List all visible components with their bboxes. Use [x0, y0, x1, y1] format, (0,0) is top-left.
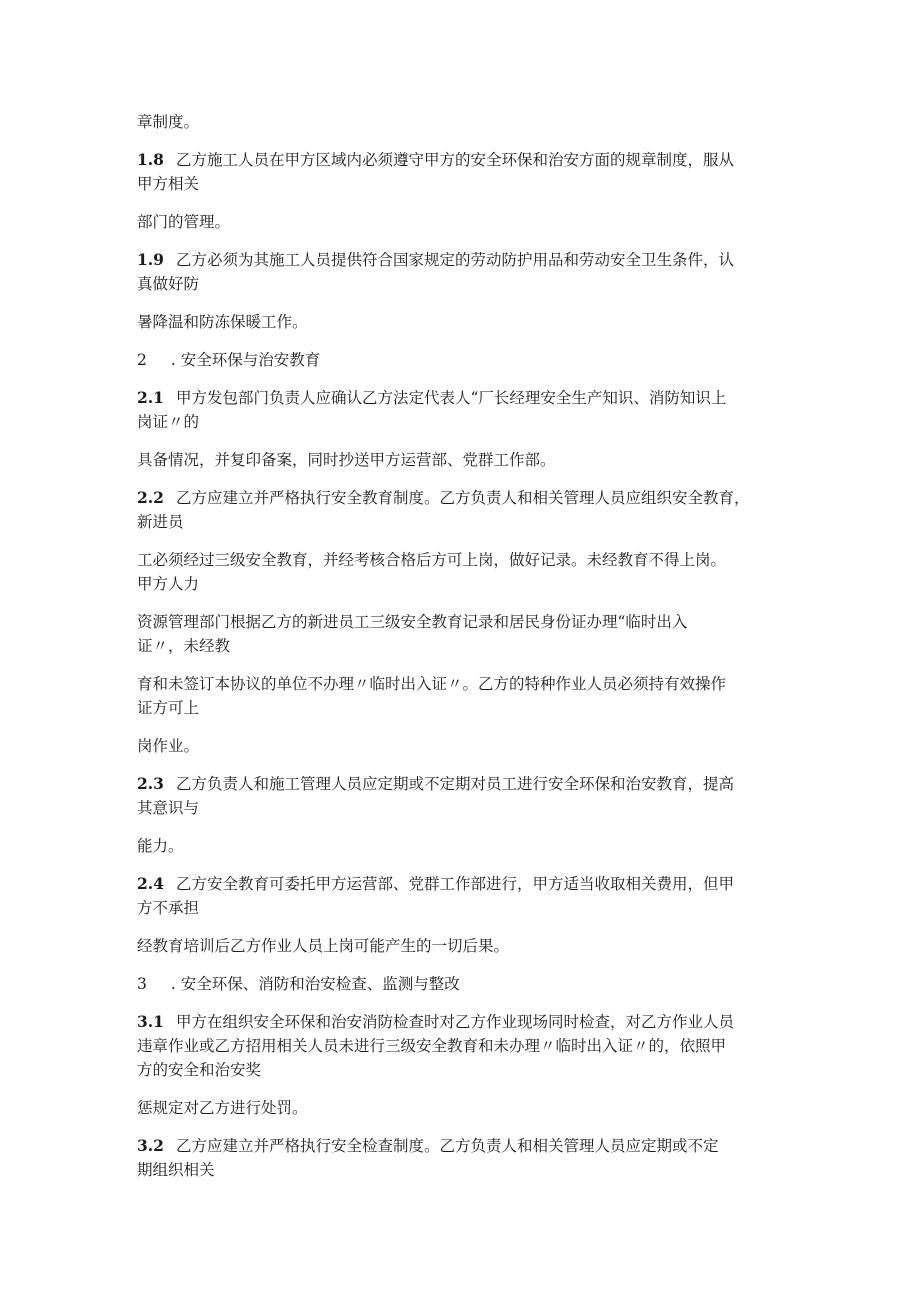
clause-number: 2.2 [137, 488, 164, 507]
paragraph [137, 834, 787, 858]
line-text: 岗证〃的 [137, 413, 200, 431]
paragraph-line [137, 872, 787, 896]
line-text: 乙方应建立并严格执行安全检查制度。乙方负责人和相关管理人员应定期或不定 [175, 1137, 719, 1155]
line-text: 乙方施工人员在甲方区域内必须遵守甲方的安全环保和治安方面的规章制度，服从 [175, 151, 734, 169]
paragraph-line [137, 210, 787, 234]
paragraph-line [137, 310, 787, 334]
paragraph-line [137, 272, 787, 296]
paragraph-line [137, 696, 787, 720]
paragraph [137, 210, 787, 234]
line-text: 真做好防 [137, 275, 200, 293]
paragraph [137, 110, 787, 134]
paragraph-line [137, 172, 787, 196]
clause-number: 1.8 [137, 150, 164, 169]
paragraph [137, 672, 787, 720]
line-text: 乙方安全教育可委托甲方运营部、党群工作部进行，甲方适当收取相关费用，但甲 [175, 875, 734, 893]
paragraph-line [137, 248, 787, 272]
line-text: 方不承担 [137, 899, 200, 917]
paragraph-line [137, 410, 787, 434]
paragraph [137, 448, 787, 472]
paragraph-line [137, 834, 787, 858]
line-text: 甲方在组织安全环保和治安消防检查时对乙方作业现场同时检查，对乙方作业人员 [175, 1013, 734, 1031]
line-text: 其意识与 [137, 799, 200, 817]
paragraph-line [137, 972, 787, 996]
line-text: 新进员 [137, 513, 184, 531]
clause-number: 2.1 [137, 388, 164, 407]
paragraph [137, 310, 787, 334]
paragraph [137, 148, 787, 196]
line-text: 惩规定对乙方进行处罚。 [137, 1099, 308, 1117]
paragraph-line [137, 1134, 787, 1158]
clause-number: 1.9 [137, 250, 164, 269]
paragraph [137, 934, 787, 958]
line-text: . 安全环保、消防和治安检查、监测与整改 [170, 975, 460, 993]
line-text: 工必须经过三级安全教育，并经考核合格后方可上岗，做好记录。未经教育不得上岗。 [137, 551, 727, 569]
clause-number: 2.4 [137, 874, 164, 893]
paragraph-line [137, 934, 787, 958]
line-text: 经教育培训后乙方作业人员上岗可能产生的一切后果。 [137, 937, 510, 955]
paragraph-line [137, 148, 787, 172]
paragraph-line [137, 510, 787, 534]
paragraph-line [137, 1058, 787, 1082]
line-text: 方的安全和治安奖 [137, 1061, 262, 1079]
line-text: . 安全环保与治安教育 [170, 351, 321, 369]
paragraph-line [137, 448, 787, 472]
line-text: 部门的管理。 [137, 213, 231, 231]
section-number: 2 [137, 351, 147, 369]
line-text: 甲方相关 [137, 175, 200, 193]
clause-number: 3.1 [137, 1012, 164, 1031]
line-text: 章制度。 [137, 113, 200, 131]
section-number: 3 [137, 975, 147, 993]
line-text: 资源管理部门根据乙方的新进员工三级安全教育记录和居民身份证办理“临时出入 [137, 613, 688, 631]
paragraph [137, 248, 787, 296]
clause-number: 2.3 [137, 774, 164, 793]
paragraph [137, 486, 787, 534]
paragraph [137, 972, 787, 996]
clause-number: 3.2 [137, 1136, 164, 1155]
paragraph-line [137, 634, 787, 658]
paragraph-line [137, 386, 787, 410]
paragraph [137, 772, 787, 820]
line-text: 乙方应建立并严格执行安全教育制度。乙方负责人和相关管理人员应组织安全教育， [175, 489, 750, 507]
paragraph-line [137, 896, 787, 920]
paragraph-line [137, 548, 787, 572]
paragraph [137, 1096, 787, 1120]
paragraph-line [137, 772, 787, 796]
paragraph-line [137, 1096, 787, 1120]
paragraph [137, 548, 787, 596]
paragraph-line [137, 1010, 787, 1034]
paragraph [137, 872, 787, 920]
line-text: 具备情况，并复印备案，同时抄送甲方运营部、党群工作部。 [137, 451, 556, 469]
paragraph [137, 734, 787, 758]
paragraph-line [137, 572, 787, 596]
document-body [137, 110, 787, 1196]
paragraph [137, 610, 787, 658]
line-text: 能力。 [137, 837, 184, 855]
line-text: 岗作业。 [137, 737, 200, 755]
paragraph-line [137, 796, 787, 820]
line-text: 暑降温和防冻保暖工作。 [137, 313, 308, 331]
line-text: 甲方发包部门负责人应确认乙方法定代表人“厂长经理安全生产知识、消防知识上 [175, 389, 727, 407]
paragraph [137, 1010, 787, 1082]
line-text: 育和未签订本协议的单位不办理〃临时出入证〃。乙方的特种作业人员必须持有效操作 [137, 675, 727, 693]
paragraph-line [137, 348, 787, 372]
paragraph-line [137, 110, 787, 134]
line-text: 甲方人力 [137, 575, 200, 593]
paragraph-line [137, 1034, 787, 1058]
paragraph [137, 386, 787, 434]
line-text: 期组织相关 [137, 1161, 215, 1179]
line-text: 乙方必须为其施工人员提供符合国家规定的劳动防护用品和劳动安全卫生条件，认 [175, 251, 734, 269]
line-text: 乙方负责人和施工管理人员应定期或不定期对员工进行安全环保和治安教育，提高 [175, 775, 734, 793]
paragraph [137, 1134, 787, 1182]
paragraph [137, 348, 787, 372]
line-text: 违章作业或乙方招用相关人员未进行三级安全教育和未办理〃临时出入证〃的，依照甲 [137, 1037, 727, 1055]
paragraph-line [137, 610, 787, 634]
line-text: 证〃，未经教 [137, 637, 231, 655]
paragraph-line [137, 672, 787, 696]
paragraph-line [137, 1158, 787, 1182]
line-text: 证方可上 [137, 699, 200, 717]
paragraph-line [137, 486, 787, 510]
paragraph-line [137, 734, 787, 758]
